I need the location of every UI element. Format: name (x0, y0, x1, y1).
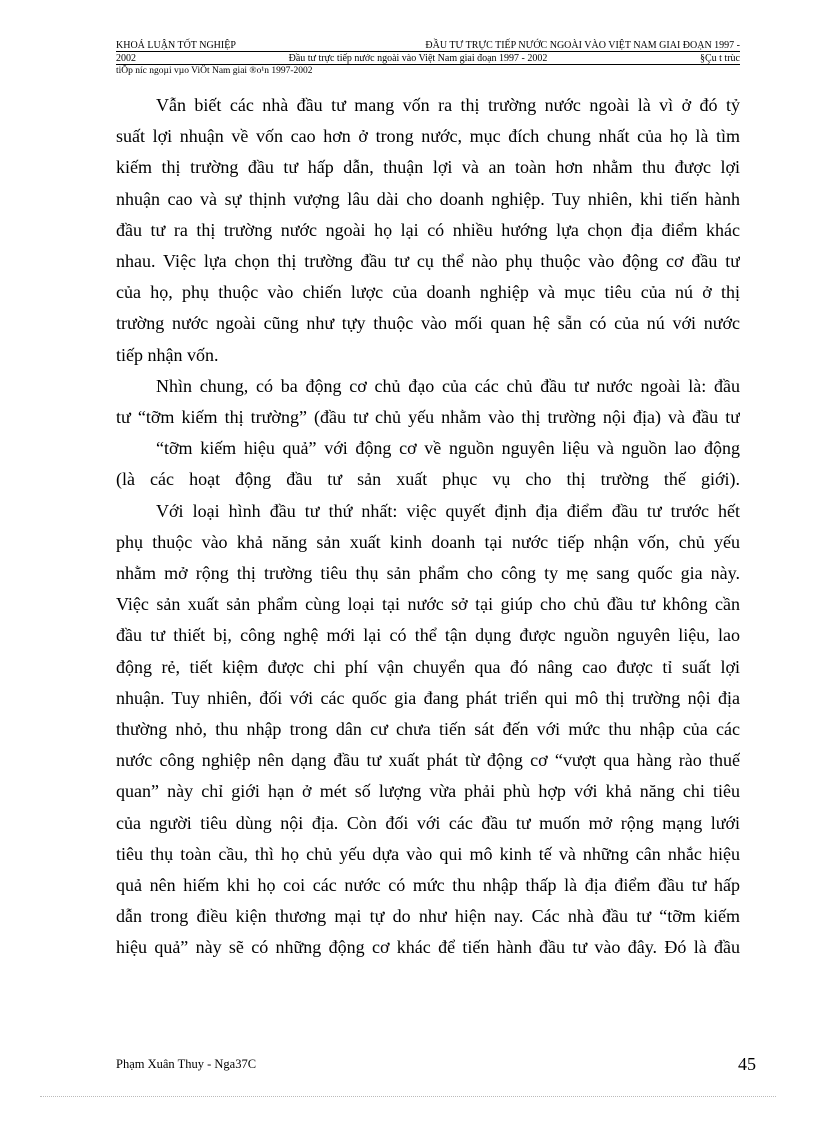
header-row-1 (116, 40, 740, 52)
text-line: hiệu quả” này sẽ có những động cơ khác để tiến hành đầu tư vào đây. Đó là đầu (116, 937, 740, 958)
text-line: thường nhỏ, thu nhập trong dân cư chưa tiến sát đến với mức thu nhập của các (116, 719, 740, 740)
text-line: của người tiêu dùng nội địa. Còn đối với các đầu tư muốn mở rộng mạng lưới (116, 812, 740, 833)
page-divider (40, 1096, 776, 1097)
text-line: nhuận. Tuy nhiên, đối với các quốc gia đang phát triển qui mô thị trường nội địa (116, 687, 740, 708)
running-header-2 (116, 53, 740, 65)
running-header (116, 40, 740, 52)
text-line: quan” này chỉ giới hạn ở mét số lượng vừa phải phù hợp với khả năng chi tiêu (116, 781, 740, 802)
text-line: tiếp nhận vốn. (116, 344, 219, 365)
text-line: quả nên hiếm khi họ coi các nước có mức thu nhập thấp là địa điểm đầu tư hấp (116, 875, 740, 896)
text-line: (là các hoạt động đầu tư sản xuất phục vụ cho thị trường thế giới). (116, 469, 740, 490)
text-line: đầu tư ra thị trường nước ngoài họ lại có nhiều hướng lựa chọn địa điểm khác (116, 219, 740, 240)
header-line3: tiÕp níc ngoµi vµo ViÖt Nam giai ®o¹n 1997-2002 (116, 66, 313, 76)
text-line: tiêu thụ toàn cầu, thì họ chủ yếu dựa vào qui mô kinh tế và những cân nhắc hiệu (116, 843, 740, 864)
text-line: trường nước ngoài cũng như tựy thuộc vào mối quan hệ sẵn có của nú với nước (116, 313, 740, 334)
paragraph (116, 496, 740, 964)
header-line2-left: 2002 (116, 53, 136, 64)
text-line: kiếm thị trường đầu tư hấp dẫn, thuận lợi và an toàn hơn nhằm thu được lợi (116, 157, 740, 178)
paragraph (116, 90, 740, 371)
header-line2-right: §Çu t trùc (699, 53, 740, 64)
header-left: KHOÁ LUẬN TỐT NGHIỆP (116, 40, 236, 51)
text-line: Nhìn chung, có ba động cơ chủ đạo của các chủ đầu tư nước ngoài là: đầu (156, 375, 740, 396)
text-line: nhuận cao và sự thịnh vượng lâu dài cho doanh nghiệp. Tuy nhiên, khi tiến hành (116, 188, 740, 209)
header-right: ĐẦU TƯ TRỰC TIẾP NƯỚC NGOÀI VÀO VIỆT NAM GIAI ĐOẠN 1997 - (425, 40, 740, 51)
text-line: suất lợi nhuận về vốn cao hơn ở trong nước, mục đích chung nhất của họ là tìm (116, 126, 740, 147)
header-line2-mid: Đầu tư trực tiếp nước ngoài vào Việt Nam giai đoạn 1997 - 2002 (288, 53, 548, 64)
document-body (116, 90, 740, 964)
header-row-2 (116, 53, 740, 65)
footer-author: Phạm Xuân Thuy - Nga37C (116, 1057, 257, 1071)
paragraph (116, 371, 740, 496)
text-line: động rẻ, tiết kiệm được chi phí vận chuyển qua đó nâng cao được tỉ suất lợi (116, 656, 740, 677)
text-line: nhằm mở rộng thị trường tiêu thụ sản phẩm cho công ty mẹ sang quốc gia này. (116, 563, 740, 584)
text-line: tư “tỡm kiếm thị trường” (đầu tư chủ yếu nhằm vào thị trường nội địa) và đầu tư (116, 407, 740, 428)
text-line: dẫn trong điều kiện thương mại tự do như hiện nay. Các nhà đầu tư “tỡm kiếm (116, 906, 740, 927)
text-line: phụ thuộc vào khả năng sản xuất kinh doanh tại nước tiếp nhận vốn, chủ yếu (116, 531, 740, 552)
page-number: 45 (738, 1054, 756, 1074)
text-line: “tỡm kiếm hiệu quả” với động cơ về nguồn nguyên liệu và nguồn lao động (156, 438, 740, 459)
text-line: nước công nghiệp nên dạng đầu tư xuất phát từ động cơ “vượt qua hàng rào thuế (116, 750, 740, 771)
text-line: của họ, phụ thuộc vào chiến lược của doanh nghiệp và mục tiêu của nú ở thị (116, 282, 740, 303)
text-line: nhau. Việc lựa chọn thị trường đầu tư cụ thể nào phụ thuộc vào động cơ đầu tư (116, 251, 740, 272)
text-line: Việc sản xuất sản phẩm cùng loại tại nước sở tại giúp cho chủ đầu tư không cần (116, 594, 740, 615)
text-line: đầu tư thiết bị, công nghệ mới lại có thể tận dụng được nguồn nguyên liệu, lao (116, 625, 740, 646)
text-line: Vẫn biết các nhà đầu tư mang vốn ra thị trường nước ngoài là vì ở đó tỷ (156, 95, 740, 115)
text-line: Với loại hình đầu tư thứ nhất: việc quyết định địa điểm đầu tư trước hết (156, 500, 740, 521)
